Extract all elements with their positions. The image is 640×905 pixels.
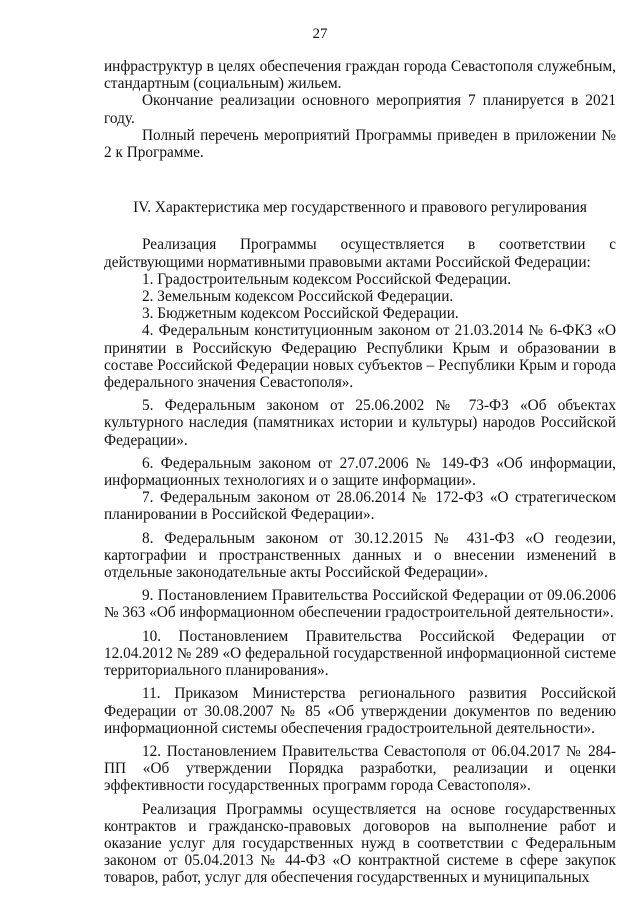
list-item: 6. Федеральным законом от 27.07.2006 № 149-ФЗ «Об информации, информационных технологиях и о защите информации». [104, 454, 616, 490]
paragraph-top-3: Полный перечень мероприятий Программы приведен в приложении № 2 к Программе. [104, 126, 616, 162]
list-item: 1. Градостроительным кодексом Российской Федерации. [142, 270, 512, 288]
paragraph-top-2: Окончание реализации основного мероприятия 7 планируется в 2021 году. [104, 92, 616, 127]
list-item: 8. Федеральным законом от 30.12.2015 № 431-ФЗ «О геодезии, картографии и пространственных данных и о внесении изменений в отдельные законодательные акты Российской Федерации». [104, 529, 616, 582]
list-item: 9. Постановлением Правительства Российской Федерации от 09.06.2006 № 363 «Об информационном обеспечении градостроительной деятельности». [104, 587, 616, 622]
list-item: 7. Федеральным законом от 28.06.2014 № 172-ФЗ «О стратегическом планировании в Российской Федерации». [104, 489, 616, 524]
page-content [104, 58, 616, 887]
paragraph-top-1: инфраструктур в целях обеспечения граждан города Севастополя служебным, стандартным (социальным) жильем. [104, 58, 616, 93]
section-heading: IV. Характеристика мер государственного и правового регулирования [133, 199, 587, 217]
list-item: 12. Постановлением Правительства Севастополя от 06.04.2017 № 284-ПП «Об утверждении Порядка разработки, реализации и оценки эффективности государственных программ города Севастополя». [104, 742, 616, 795]
list-item: 10. Постановлением Правительства Российской Федерации от 12.04.2012 № 289 «О федеральной государственной информационной системе территориального планирования». [104, 627, 616, 680]
intro-paragraph: Реализация Программы осуществляется в соответствии с действующими нормативными правовыми актами Российской Федерации: [104, 236, 616, 271]
list-item: 5. Федеральным законом от 25.06.2002 № 73-ФЗ «Об объектах культурного наследия (памятниках истории и культуры) народов Российской Федерации». [104, 397, 616, 449]
list-item: 3. Бюджетным кодексом Российской Федерации. [142, 305, 459, 323]
list-item: 11. Приказом Министерства регионального развития Российской Федерации от 30.08.2007 № 85 «Об утверждении документов по ведению информационной системы обеспечения градостроительной деятельности». [104, 685, 616, 737]
list-item: 2. Земельным кодексом Российской Федерации. [142, 288, 454, 306]
closing-paragraph: Реализация Программы осуществляется на основе государственных контрактов и гражданско-правовых договоров на выполнение работ и оказание услуг для государственных нужд в соответствии с Федеральным законом от 05.04.2013 № 44-ФЗ «О контрактной системе в сфере закупок товаров, работ, услуг для обеспечения государственных и муниципальных [104, 800, 616, 887]
list-item: 4. Федеральным конституционным законом от 21.03.2014 № 6-ФКЗ «О принятии в Российскую Федерацию Республики Крым и образовании в составе Российской Федерации новых субъектов – Республики Крым и города федерального значения Севастополя». [104, 322, 616, 392]
page-number: 27 [312, 26, 328, 42]
